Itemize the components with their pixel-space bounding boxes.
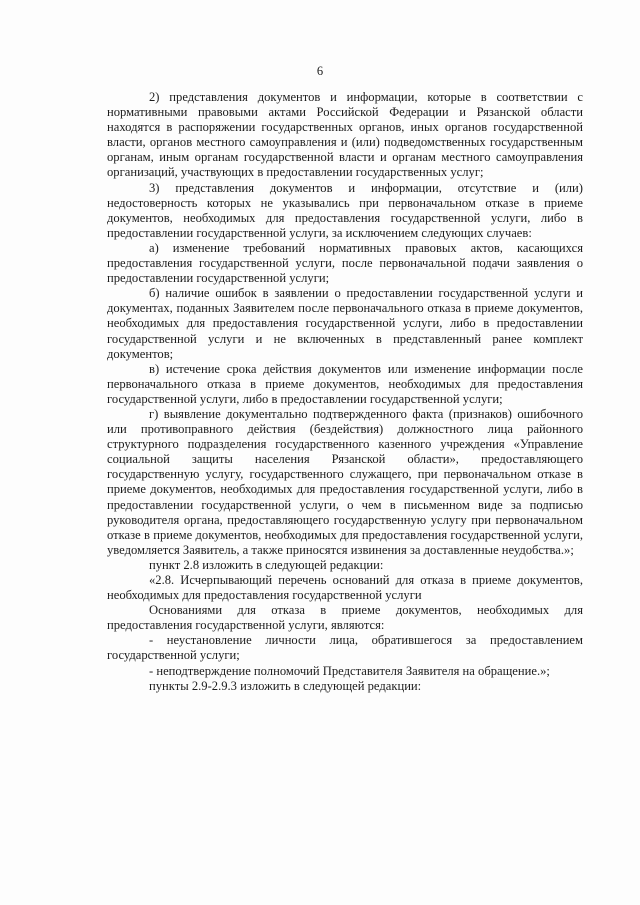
paragraph-subitem-b: б) наличие ошибок в заявлении о предоставлении государственной услуги и документах, поданных Заявителем после первоначального отказа в приеме документов, необходимых для предоставления государственной услуги, либо в предоставлении государственной услуги и не включенных в представленный ранее комплект документов; xyxy=(107,286,583,361)
paragraph-ground-authority: - неподтверждение полномочий Представителя Заявителя на обращение.»; xyxy=(149,663,550,678)
paragraph-subitem-a: а) изменение требований нормативных правовых актов, касающихся предоставления государственной услуги, после первоначальной подачи заявления о предоставлении государственной услуги; xyxy=(107,240,583,286)
paragraph-item-3: 3) представления документов и информации, отсутствие и (или) недостоверность которых не указывались при первоначальном отказе в приеме документов, необходимых для предоставления государственной услуги, либо в предоставлении государственной услуги, за исключением следующих случаев: xyxy=(107,180,583,240)
paragraph-ground-identity: - неустановление личности лица, обратившегося за предоставлением государственной услуги; xyxy=(107,633,583,663)
paragraph-subitem-g: г) выявление документально подтвержденного факта (признаков) ошибочного или противоправного действия (бездействия) должностного лица районного структурного подразделения государственного казенного учреждения «Управление социальной защиты населения Рязанской области», предоставляющего государственную услугу, государственного служащего, при первоначальном отказе в приеме документов, необходимых для предоставления государственной услуги, либо в предоставлении государственной услуги, о чем в письменном виде за подписью руководителя органа, предоставляющего государственную услугу при первоначальном отказе в приеме документов, необходимых для предоставления государственной услуги, уведомляется Заявитель, а также приносятся извинения за доставленные неудобства.»; xyxy=(107,406,583,557)
paragraph-item-2: 2) представления документов и информации, которые в соответствии с нормативными правовыми актами Российской Федерации и Рязанской области находятся в распоряжении государственных органов, иных органов государственной власти, органов местного самоуправления и (или) подведомственных государственным органам, иным органам государственной власти и органам местного самоуправления организаций, участвующих в предоставлении государственных услуг; xyxy=(107,90,583,180)
paragraph-subitem-v: в) истечение срока действия документов или изменение информации после первоначального отказа в приеме документов, необходимых для предоставления государственной услуги, либо в предоставлении государственной услуги; xyxy=(107,361,583,406)
paragraph-grounds-intro: Основаниями для отказа в приеме документов, необходимых для предоставления государственной услуги, являются: xyxy=(107,603,583,633)
paragraph-section-2-8-heading: «2.8. Исчерпывающий перечень оснований для отказа в приеме документов, необходимых для предоставления государственной услуги xyxy=(107,573,583,603)
paragraph-amend-2-9: пункты 2.9-2.9.3 изложить в следующей редакции: xyxy=(149,678,422,693)
page-number: 6 xyxy=(316,64,324,78)
document-body xyxy=(107,90,583,694)
paragraph-amend-2-8: пункт 2.8 изложить в следующей редакции: xyxy=(149,557,384,572)
